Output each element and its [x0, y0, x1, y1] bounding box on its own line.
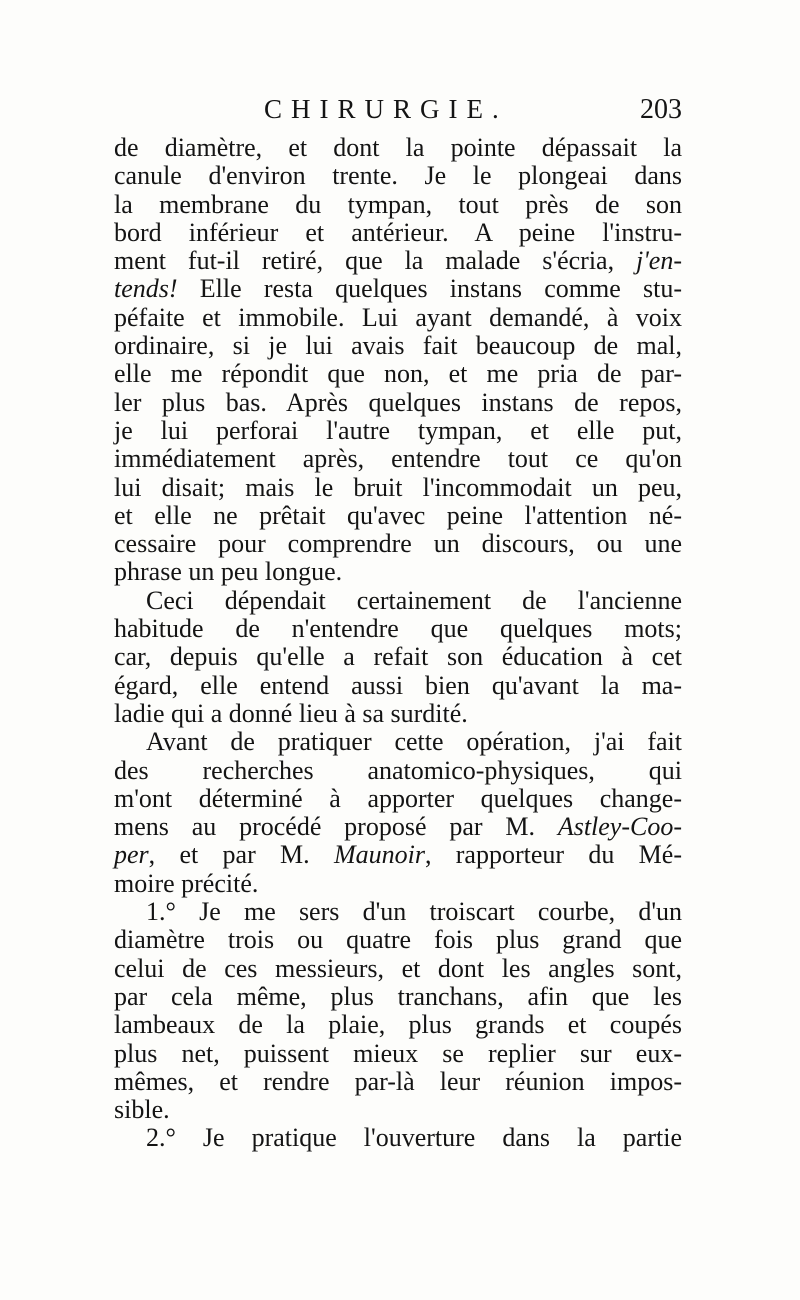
text-line: [114, 360, 682, 388]
italic-text-segment: Maunoir: [333, 840, 425, 870]
text-segment: mens au procédé proposé par M.: [114, 812, 558, 842]
text-line: [114, 813, 682, 841]
text-line: [114, 841, 682, 869]
text-segment: ordinaire, si je lui avais fait beaucoup de mal,: [114, 331, 682, 361]
text-line: [114, 389, 682, 417]
text-segment: Ceci dépendait certainement de l'ancienne: [146, 585, 682, 615]
text-segment: diamètre trois ou quatre fois plus grand que: [114, 925, 682, 955]
text-segment: ment fut-il retiré, que la malade s'écria,: [114, 246, 637, 276]
text-line: [114, 785, 682, 813]
text-line: [114, 643, 682, 671]
text-segment: celui de ces messieurs, et dont les angles sont,: [114, 953, 682, 983]
text-line: [114, 219, 682, 247]
text-segment: ler plus bas. Après quelques instans de repos,: [114, 387, 682, 417]
text-segment: de diamètre, et dont la pointe dépassait la: [114, 133, 682, 162]
text-line: [114, 530, 682, 558]
text-segment: égard, elle entend aussi bien qu'avant la ma-: [114, 670, 682, 700]
text-segment: péfaite et immobile. Lui ayant demandé, à voix: [114, 302, 682, 332]
text-segment: et elle ne prêtait qu'avec peine l'attention né-: [114, 500, 682, 530]
text-segment: moire précité.: [114, 868, 259, 898]
text-segment: canule d'environ trente. Je le plongeai dans: [114, 161, 682, 191]
text-line: [114, 558, 682, 586]
text-line: [114, 474, 682, 502]
text-segment: habitude de n'entendre que quelques mots;: [114, 614, 682, 644]
text-line: [114, 191, 682, 219]
text-line: [114, 247, 682, 275]
text-line: [114, 134, 682, 162]
text-segment: lui disait; mais le bruit l'incommodait un peu,: [114, 472, 682, 502]
text-segment: 2.° Je pratique l'ouverture dans la partie: [146, 1123, 682, 1153]
italic-text-segment: j'en-: [636, 246, 682, 276]
text-segment: ladie qui a donné lieu à sa surdité.: [114, 698, 468, 728]
text-line: [114, 445, 682, 473]
text-segment: car, depuis qu'elle a refait son éducation à cet: [114, 642, 682, 672]
text-segment: phrase un peu longue.: [114, 557, 343, 587]
running-head: [112, 94, 682, 134]
page-number: 203: [640, 94, 682, 125]
text-line: [114, 700, 682, 728]
text-segment: la membrane du tympan, tout près de son: [114, 189, 682, 219]
text-segment: m'ont déterminé à apporter quelques change-: [114, 783, 682, 813]
text-segment: des recherches anatomico-physiques, qui: [114, 755, 682, 785]
text-segment: mêmes, et rendre par-là leur réunion impos-: [114, 1066, 682, 1096]
text-segment: Elle resta quelques instans comme stu-: [177, 274, 682, 304]
text-line: [114, 926, 682, 954]
text-segment: bord inférieur et antérieur. A peine l'instru-: [114, 217, 682, 247]
text-segment: par cela même, plus tranchans, afin que les: [114, 981, 682, 1011]
text-line: [114, 417, 682, 445]
text-line: [114, 983, 682, 1011]
text-line: [114, 1011, 682, 1039]
text-line: [114, 615, 682, 643]
running-title: CHIRURGIE.: [264, 94, 508, 124]
text-line: [114, 955, 682, 983]
italic-text-segment: tends!: [114, 274, 178, 304]
text-line: [114, 898, 682, 926]
text-line: [114, 757, 682, 785]
text-line: [114, 275, 682, 303]
text-segment: elle me répondit que non, et me pria de par-: [114, 359, 682, 389]
text-line: [114, 502, 682, 530]
text-segment: je lui perforai l'autre tympan, et elle put,: [114, 415, 682, 445]
text-line: [114, 1068, 682, 1096]
text-line: [114, 332, 682, 360]
text-segment: cessaire pour comprendre un discours, ou une: [114, 529, 682, 559]
text-line: [114, 728, 682, 756]
text-line: [114, 587, 682, 615]
italic-text-segment: per: [114, 840, 149, 870]
text-line: [114, 672, 682, 700]
text-line: [114, 304, 682, 332]
body-text: [114, 134, 682, 1153]
italic-text-segment: Astley-Coo-: [557, 812, 682, 842]
text-segment: lambeaux de la plaie, plus grands et coupés: [114, 1010, 682, 1040]
text-segment: Avant de pratiquer cette opération, j'ai fait: [146, 727, 682, 757]
text-segment: , et par M.: [148, 840, 334, 870]
text-segment: sible.: [114, 1095, 170, 1125]
text-line: [114, 1096, 682, 1124]
text-line: [114, 1124, 682, 1152]
text-line: [114, 162, 682, 190]
text-line: [114, 870, 682, 898]
text-line: [114, 1040, 682, 1068]
text-segment: 1.° Je me sers d'un troiscart courbe, d'un: [146, 897, 682, 927]
text-segment: plus net, puissent mieux se replier sur eux-: [114, 1038, 682, 1068]
text-segment: immédiatement après, entendre tout ce qu'on: [114, 444, 682, 474]
text-segment: , rapporteur du Mé-: [424, 840, 682, 870]
